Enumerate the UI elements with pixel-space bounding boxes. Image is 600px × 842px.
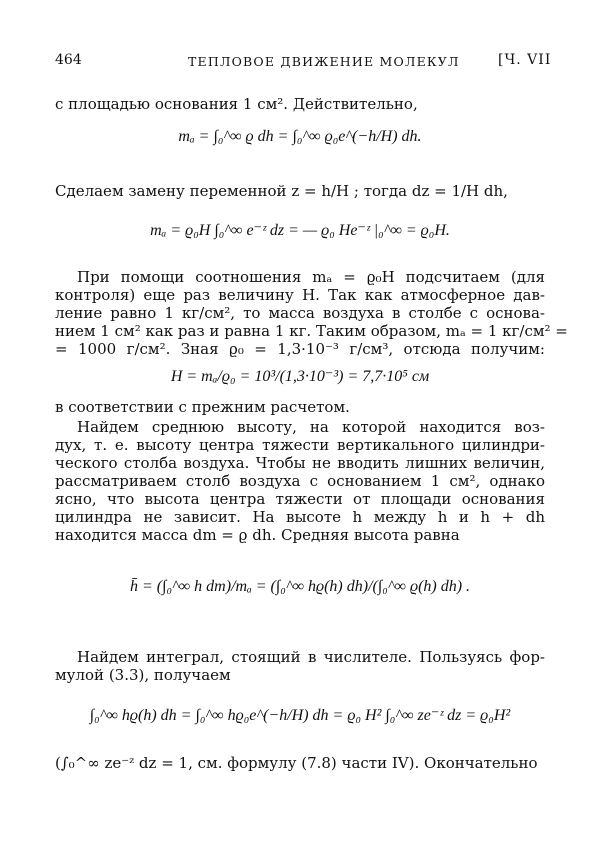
paragraph-line: ление равно 1 кг/см², то масса воздуха в столбе с основа- xyxy=(55,304,545,322)
equation-4: h̄ = (∫₀^∞ h dm)/mₐ = (∫₀^∞ hϱ(h) dh)/(∫₀^∞ ϱ(h) dh) . xyxy=(129,578,471,595)
chapter-marker: [Ч. VII xyxy=(498,52,552,68)
paragraph-line: ясно, что высота центра тяжести от площади основания xyxy=(55,490,545,508)
text-line: в соответствии с прежним расчетом. xyxy=(55,398,350,416)
text-line: с площадью основания 1 см². Действительно, xyxy=(55,95,418,113)
paragraph-line: При помощи соотношения mₐ = ϱ₀H подсчитаем (для xyxy=(77,268,545,286)
equation-1: mₐ = ∫₀^∞ ϱ dh = ∫₀^∞ ϱ₀e^(−h/H) dh. xyxy=(178,128,422,145)
paragraph-line: Найдем интеграл, стоящий в числителе. Пользуясь фор- xyxy=(77,648,545,666)
paragraph-line: ческого столба воздуха. Чтобы не вводить лишних величин, xyxy=(55,454,545,472)
text-line: (∫₀^∞ ze⁻ᶻ dz = 1, см. формулу (7.8) части IV). Окончательно xyxy=(55,754,538,772)
paragraph-line: находится масса dm = ϱ dh. Средняя высота равна xyxy=(55,526,460,544)
equation-3: H = mₐ/ϱ₀ = 10³/(1,3·10⁻³) = 7,7·10⁵ см xyxy=(170,368,430,385)
equation-5: ∫₀^∞ hϱ(h) dh = ∫₀^∞ hϱ₀e^(−h/H) dh = ϱ₀ H² ∫₀^∞ ze⁻ᶻ dz = ϱ₀H² xyxy=(89,707,511,724)
running-title: ТЕПЛОВОЕ ДВИЖЕНИЕ МОЛЕКУЛ xyxy=(188,54,460,69)
paragraph-line: дух, т. е. высоту центра тяжести вертикального цилиндри- xyxy=(55,436,545,454)
paragraph-line: рассматриваем столб воздуха с основанием 1 см², однако xyxy=(55,472,545,490)
paragraph-line: = 1000 г/см². Зная ϱ₀ = 1,3·10⁻³ г/см³, отсюда получим: xyxy=(55,340,545,358)
equation-2: mₐ = ϱ₀H ∫₀^∞ e⁻ᶻ dz = — ϱ₀ He⁻ᶻ |₀^∞ = ϱ₀H. xyxy=(150,222,450,239)
text-line: Сделаем замену переменной z = h/H ; тогда dz = 1/H dh, xyxy=(55,182,508,200)
page-number: 464 xyxy=(55,52,82,68)
paragraph-line: цилиндра не зависит. На высоте h между h и h + dh xyxy=(55,508,545,526)
paragraph-line: мулой (3.3), получаем xyxy=(55,666,231,684)
paragraph-line: контроля) еще раз величину H. Так как атмосферное дав- xyxy=(55,286,545,304)
paragraph-line: Найдем среднюю высоту, на которой находится воз- xyxy=(77,418,545,436)
paragraph-line: нием 1 см² как раз и равна 1 кг. Таким образом, mₐ = 1 кг/см² = xyxy=(55,322,568,340)
